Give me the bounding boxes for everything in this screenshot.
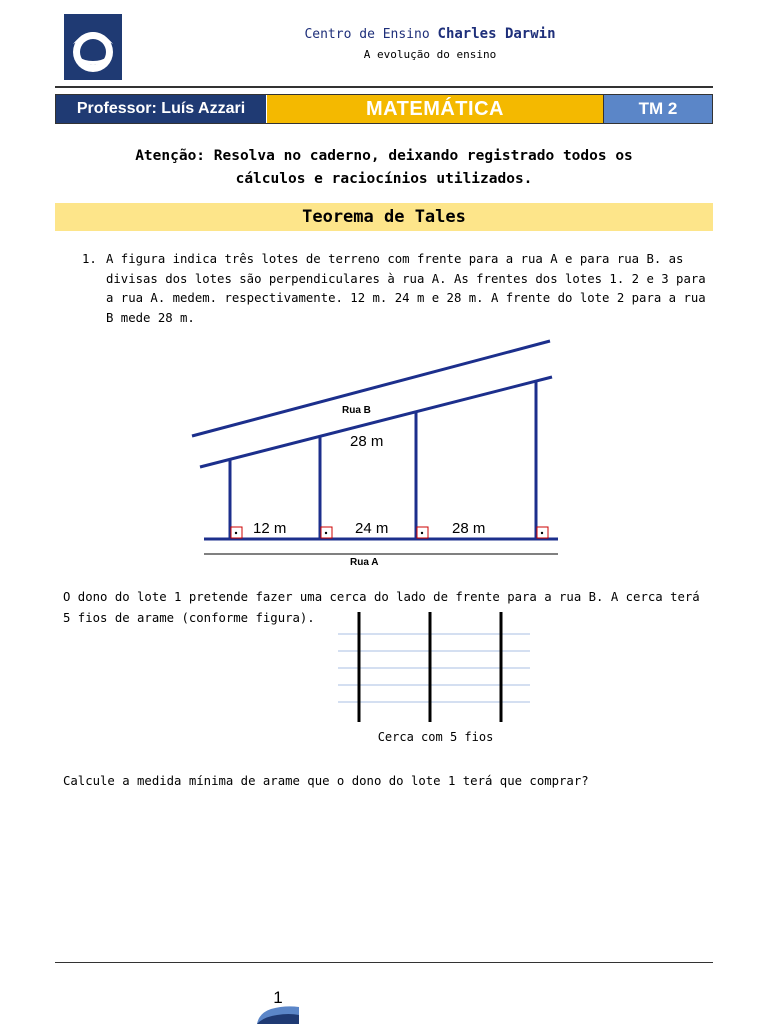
header-divider — [55, 86, 713, 88]
rua-a-label: Rua A — [350, 557, 379, 568]
school-name — [250, 26, 610, 42]
page-number: 1 — [273, 988, 283, 1007]
attention-line-2: cálculos e raciocínios utilizados. — [235, 171, 533, 187]
school-logo — [64, 14, 122, 80]
paragraph-question: Calcule a medida mínima de arame que o dono do lote 1 terá que comprar? — [63, 774, 589, 788]
school-motto: A evolução do ensino — [363, 48, 497, 61]
section-title: Teorema de Tales — [55, 203, 713, 231]
attention-line-1: Atenção: Resolva no caderno, deixando registrado todos os — [135, 148, 633, 164]
rua-b-label: Rua B — [342, 405, 371, 416]
subject-label: MATEMÁTICA — [267, 95, 603, 123]
fence-caption: Cerca com 5 fios — [377, 730, 494, 744]
fence-diagram — [338, 610, 533, 725]
paragraph-fence: O dono do lote 1 pretende fazer uma cerca do lado de frente para a rua B. A cerca terá 5 fios de arame (conforme figura). — [63, 590, 700, 625]
question-number: 1. — [82, 252, 97, 266]
school-prefix: Centro de Ensino — [304, 27, 430, 42]
lot2-front-b-label: 28 m — [350, 433, 384, 450]
rua-b-inner-line — [200, 377, 552, 467]
school-name-strong: Charles Darwin — [437, 26, 556, 42]
lot3-front-a-label: 28 m — [452, 520, 486, 537]
lots-diagram — [180, 335, 580, 570]
class-label: TM 2 — [603, 95, 712, 123]
professor-label: Professor: Luís Azzari — [56, 95, 267, 123]
lot2-front-a-label: 24 m — [355, 520, 389, 537]
attention-note — [55, 145, 713, 191]
lot1-front-a-label: 12 m — [253, 520, 287, 537]
page-number-decoration — [255, 1005, 301, 1024]
question-text: A figura indica três lotes de terreno com frente para a rua A e para rua B. as divisas dos lotes são perpendiculares à rua A. As frentes dos lotes 1. 2 e 3 para a rua A. medem. respectivamente. 12 m. 24 m e 28 m. A frente do lote 2 para a rua B mede 28 m. — [106, 252, 706, 325]
question-1 — [82, 250, 712, 328]
footer-divider — [55, 962, 713, 963]
header-bar — [55, 94, 713, 124]
